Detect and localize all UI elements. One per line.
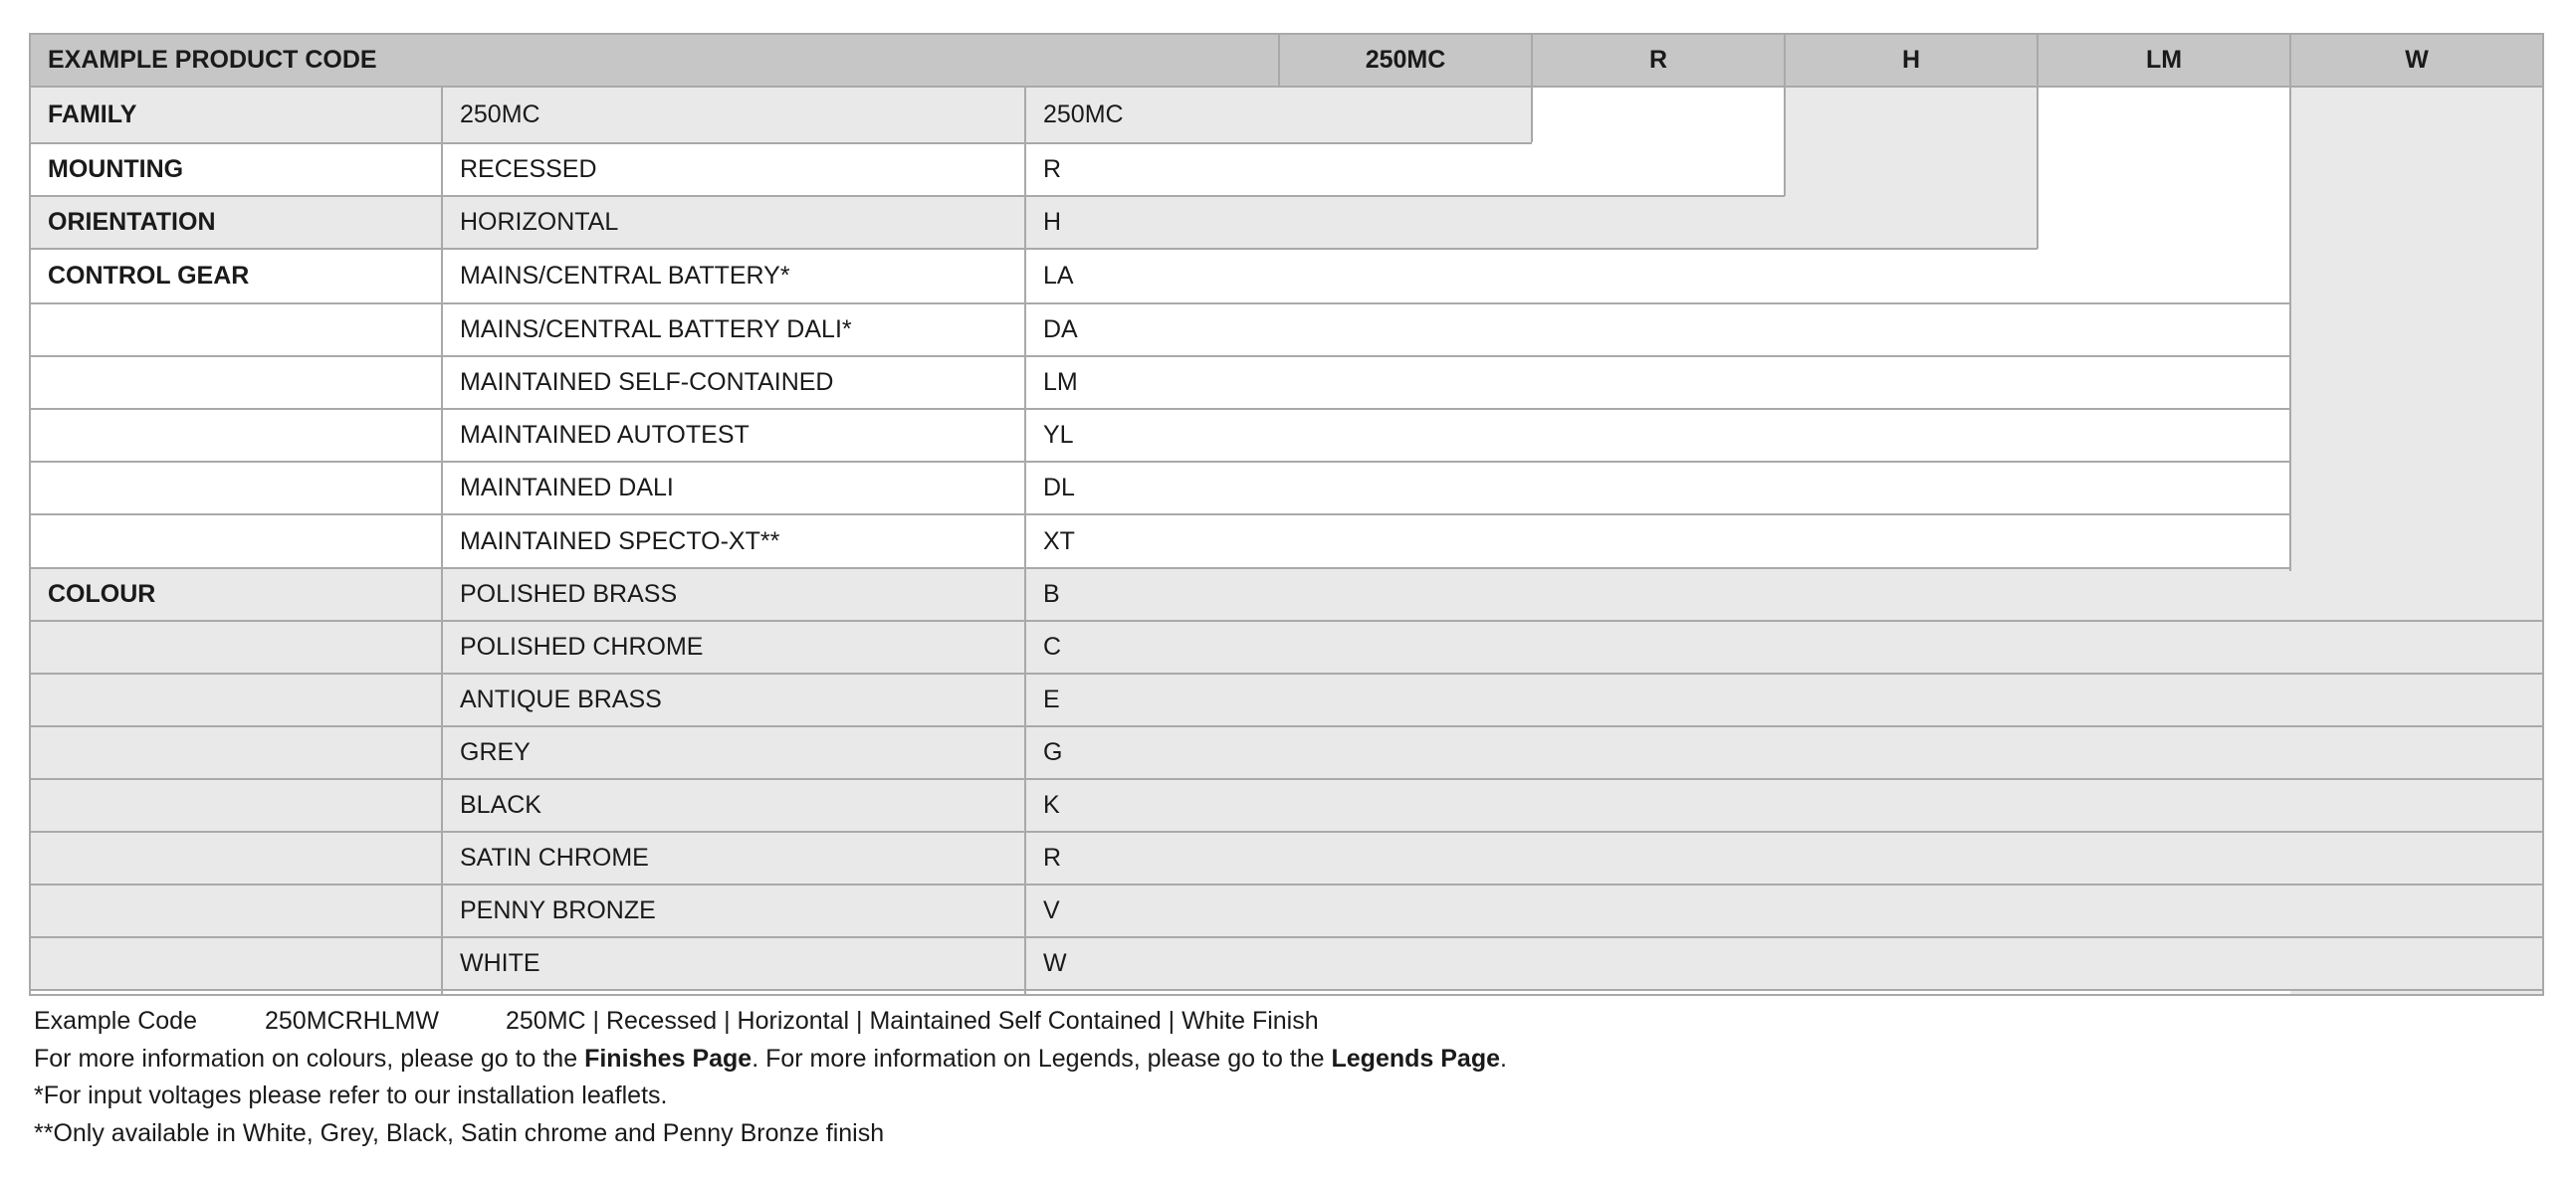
row-divider — [29, 195, 1785, 197]
row-label: COLOUR — [30, 568, 442, 621]
row-code: 250MC — [1025, 87, 1532, 143]
row-label: ORIENTATION — [30, 196, 442, 249]
footnote-voltage: *For input voltages please refer to our installation leaflets. — [34, 1082, 668, 1109]
row-code: R — [1025, 143, 1785, 196]
row-label — [30, 885, 442, 937]
row-divider — [29, 302, 2290, 304]
row-divider — [29, 831, 2543, 833]
row-code: DA — [1025, 303, 2290, 356]
row-code: E — [1025, 674, 2543, 726]
row-label — [30, 303, 442, 356]
row-divider — [29, 884, 2543, 886]
row-divider — [29, 725, 2543, 727]
row-option: POLISHED BRASS — [442, 568, 1025, 621]
row-code: LA — [1025, 249, 2290, 303]
header-code-colour: W — [2290, 34, 2543, 87]
header-code-family: 250MC — [1279, 34, 1532, 87]
row-label — [30, 674, 442, 726]
row-label — [30, 621, 442, 674]
row-option: MAINS/CENTRAL BATTERY* — [442, 249, 1025, 303]
row-label: FAMILY — [30, 87, 442, 143]
footer-notes — [34, 1003, 1507, 1152]
row-code: H — [1025, 196, 2038, 249]
row-code: V — [1025, 885, 2543, 937]
row-code: K — [1025, 779, 2543, 832]
footnote-specto: **Only available in White, Grey, Black, Satin chrome and Penny Bronze finish — [34, 1118, 885, 1147]
row-code: LM — [1025, 356, 2290, 409]
row-label: CONTROL GEAR — [30, 249, 442, 303]
legends-page-link[interactable]: Legends Page — [1331, 1044, 1500, 1073]
row-label — [30, 726, 442, 779]
row-label — [30, 462, 442, 514]
row-divider — [29, 461, 2290, 463]
row-divider — [29, 673, 2543, 675]
example-code-line — [34, 1003, 1507, 1041]
row-divider — [29, 513, 2290, 515]
row-divider — [29, 989, 2543, 991]
finishes-page-link[interactable]: Finishes Page — [584, 1044, 752, 1073]
row-code: DL — [1025, 462, 2290, 514]
row-option: MAINTAINED SELF-CONTAINED — [442, 356, 1025, 409]
row-divider — [29, 936, 2543, 938]
row-code: R — [1025, 832, 2543, 885]
example-code-value: 250MCRHLMW — [265, 1007, 440, 1035]
row-divider — [29, 620, 2543, 622]
row-option: WHITE — [442, 937, 1025, 990]
row-label — [30, 779, 442, 832]
row-option: POLISHED CHROME — [442, 621, 1025, 674]
row-option: GREY — [442, 726, 1025, 779]
row-code: XT — [1025, 514, 2290, 568]
row-code: YL — [1025, 409, 2290, 462]
header-code-control-gear: LM — [2038, 34, 2290, 87]
header-title: EXAMPLE PRODUCT CODE — [30, 34, 1279, 87]
row-option: MAINTAINED SPECTO-XT** — [442, 514, 1025, 568]
row-option: BLACK — [442, 779, 1025, 832]
row-divider — [29, 142, 1532, 144]
row-option: HORIZONTAL — [442, 196, 1025, 249]
row-option: 250MC — [442, 87, 1025, 143]
row-option: MAINTAINED AUTOTEST — [442, 409, 1025, 462]
row-option: MAINS/CENTRAL BATTERY DALI* — [442, 303, 1025, 356]
row-label — [30, 832, 442, 885]
row-option: MAINTAINED DALI — [442, 462, 1025, 514]
info-line — [34, 1041, 1507, 1079]
row-code: W — [1025, 937, 2543, 990]
header-code-orientation: H — [1785, 34, 2038, 87]
info-text-2: . For more information on Legends, please go to the — [751, 1044, 1332, 1073]
row-option: ANTIQUE BRASS — [442, 674, 1025, 726]
row-code: G — [1025, 726, 2543, 779]
row-option: RECESSED — [442, 143, 1025, 196]
row-label — [30, 514, 442, 568]
info-text-3: . — [1500, 1044, 1507, 1073]
row-divider — [29, 567, 2290, 569]
row-option: PENNY BRONZE — [442, 885, 1025, 937]
row-code: B — [1025, 568, 2543, 621]
example-code-description: 250MC | Recessed | Horizontal | Maintained Self Contained | White Finish — [506, 1007, 1319, 1035]
row-option: SATIN CHROME — [442, 832, 1025, 885]
row-code: C — [1025, 621, 2543, 674]
row-label — [30, 356, 442, 409]
info-text-1: For more information on colours, please go to the — [34, 1044, 585, 1073]
row-divider — [29, 355, 2290, 357]
row-divider — [29, 778, 2543, 780]
row-label — [30, 937, 442, 990]
row-divider — [29, 408, 2290, 410]
row-label: MOUNTING — [30, 143, 442, 196]
row-divider — [29, 248, 2038, 250]
row-label — [30, 409, 442, 462]
example-code-label: Example Code — [34, 1007, 197, 1035]
header-code-mounting: R — [1532, 34, 1785, 87]
